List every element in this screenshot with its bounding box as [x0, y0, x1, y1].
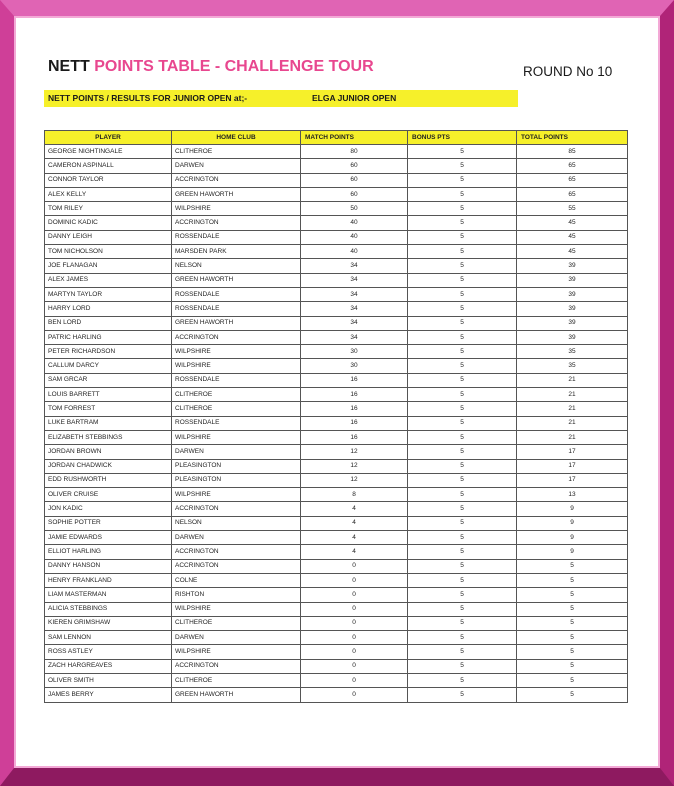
cell-match-points: 4	[301, 516, 408, 530]
cell-total-points: 85	[517, 145, 628, 159]
cell-home-club: ACCRINGTON	[172, 559, 301, 573]
table-row	[45, 488, 628, 502]
cell-player: JORDAN CHADWICK	[45, 459, 172, 473]
cell-match-points: 16	[301, 402, 408, 416]
cell-bonus-pts: 5	[408, 602, 517, 616]
cell-bonus-pts: 5	[408, 388, 517, 402]
table-row	[45, 359, 628, 373]
cell-player: ROSS ASTLEY	[45, 645, 172, 659]
cell-home-club: ACCRINGTON	[172, 659, 301, 673]
cell-home-club: GREEN HAWORTH	[172, 187, 301, 201]
cell-total-points: 65	[517, 187, 628, 201]
cell-match-points: 16	[301, 430, 408, 444]
cell-player: CALLUM DARCY	[45, 359, 172, 373]
cell-bonus-pts: 5	[408, 531, 517, 545]
cell-home-club: ACCRINGTON	[172, 216, 301, 230]
table-row	[45, 659, 628, 673]
cell-total-points: 5	[517, 659, 628, 673]
cell-home-club: ACCRINGTON	[172, 545, 301, 559]
cell-match-points: 34	[301, 259, 408, 273]
cell-total-points: 55	[517, 202, 628, 216]
cell-home-club: DARWEN	[172, 631, 301, 645]
table-row	[45, 602, 628, 616]
cell-player: JAMES BERRY	[45, 688, 172, 702]
cell-total-points: 39	[517, 273, 628, 287]
table-row	[45, 416, 628, 430]
cell-home-club: WILPSHIRE	[172, 202, 301, 216]
cell-player: ALEX JAMES	[45, 273, 172, 287]
cell-bonus-pts: 5	[408, 230, 517, 244]
cell-total-points: 5	[517, 559, 628, 573]
cell-home-club: ROSSENDALE	[172, 416, 301, 430]
table-row	[45, 673, 628, 687]
cell-total-points: 45	[517, 230, 628, 244]
cell-player: PATRIC HARLING	[45, 330, 172, 344]
table-body	[45, 145, 628, 703]
cell-total-points: 21	[517, 402, 628, 416]
cell-bonus-pts: 5	[408, 588, 517, 602]
cell-home-club: ACCRINGTON	[172, 502, 301, 516]
cell-match-points: 0	[301, 602, 408, 616]
cell-home-club: CLITHEROE	[172, 616, 301, 630]
cell-match-points: 60	[301, 173, 408, 187]
title-nett: NETT	[48, 58, 90, 75]
table-row	[45, 545, 628, 559]
cell-player: KIEREN GRIMSHAW	[45, 616, 172, 630]
cell-match-points: 34	[301, 302, 408, 316]
cell-home-club: WILPSHIRE	[172, 645, 301, 659]
cell-home-club: PLEASINGTON	[172, 459, 301, 473]
cell-match-points: 34	[301, 273, 408, 287]
cell-match-points: 12	[301, 473, 408, 487]
cell-home-club: ACCRINGTON	[172, 330, 301, 344]
cell-total-points: 39	[517, 259, 628, 273]
cell-total-points: 65	[517, 173, 628, 187]
cell-bonus-pts: 5	[408, 416, 517, 430]
cell-player: LOUIS BARRETT	[45, 388, 172, 402]
table-row	[45, 445, 628, 459]
cell-home-club: ROSSENDALE	[172, 302, 301, 316]
cell-player: TOM FORREST	[45, 402, 172, 416]
cell-home-club: PLEASINGTON	[172, 473, 301, 487]
cell-home-club: ROSSENDALE	[172, 230, 301, 244]
cell-match-points: 50	[301, 202, 408, 216]
cell-player: ELIZABETH STEBBINGS	[45, 430, 172, 444]
cell-bonus-pts: 5	[408, 502, 517, 516]
cell-player: SAM GRCAR	[45, 373, 172, 387]
cell-home-club: GREEN HAWORTH	[172, 316, 301, 330]
cell-bonus-pts: 5	[408, 273, 517, 287]
cell-bonus-pts: 5	[408, 430, 517, 444]
cell-player: ALICIA STEBBINGS	[45, 602, 172, 616]
cell-home-club: CLITHEROE	[172, 145, 301, 159]
cell-home-club: MARSDEN PARK	[172, 245, 301, 259]
cell-player: DANNY LEIGH	[45, 230, 172, 244]
cell-bonus-pts: 5	[408, 473, 517, 487]
table-row	[45, 573, 628, 587]
table-row	[45, 316, 628, 330]
cell-match-points: 80	[301, 145, 408, 159]
cell-total-points: 13	[517, 488, 628, 502]
cell-match-points: 8	[301, 488, 408, 502]
cell-total-points: 9	[517, 545, 628, 559]
cell-player: JAMIE EDWARDS	[45, 531, 172, 545]
table-row	[45, 173, 628, 187]
cell-bonus-pts: 5	[408, 316, 517, 330]
points-table	[44, 130, 628, 703]
cell-bonus-pts: 5	[408, 245, 517, 259]
table-row	[45, 645, 628, 659]
cell-player: HARRY LORD	[45, 302, 172, 316]
cell-total-points: 17	[517, 459, 628, 473]
cell-total-points: 5	[517, 688, 628, 702]
cell-bonus-pts: 5	[408, 645, 517, 659]
cell-match-points: 12	[301, 459, 408, 473]
cell-total-points: 5	[517, 616, 628, 630]
cell-match-points: 0	[301, 559, 408, 573]
table-row	[45, 631, 628, 645]
cell-player: EDD RUSHWORTH	[45, 473, 172, 487]
cell-bonus-pts: 5	[408, 688, 517, 702]
header-player: PLAYER	[45, 131, 172, 145]
cell-match-points: 0	[301, 688, 408, 702]
table-row	[45, 402, 628, 416]
page-title	[48, 58, 374, 76]
cell-total-points: 45	[517, 245, 628, 259]
table-row	[45, 559, 628, 573]
cell-home-club: RISHTON	[172, 588, 301, 602]
cell-home-club: DARWEN	[172, 531, 301, 545]
cell-total-points: 17	[517, 445, 628, 459]
cell-match-points: 34	[301, 287, 408, 301]
cell-bonus-pts: 5	[408, 345, 517, 359]
cell-match-points: 0	[301, 588, 408, 602]
cell-home-club: DARWEN	[172, 445, 301, 459]
cell-bonus-pts: 5	[408, 545, 517, 559]
cell-match-points: 30	[301, 345, 408, 359]
cell-bonus-pts: 5	[408, 187, 517, 201]
round-label: ROUND No 10	[523, 64, 613, 79]
cell-bonus-pts: 5	[408, 202, 517, 216]
cell-total-points: 21	[517, 430, 628, 444]
cell-player: OLIVER CRUISE	[45, 488, 172, 502]
table-row	[45, 588, 628, 602]
cell-total-points: 17	[517, 473, 628, 487]
cell-total-points: 9	[517, 531, 628, 545]
cell-player: MARTYN TAYLOR	[45, 287, 172, 301]
cell-player: GEORGE NIGHTINGALE	[45, 145, 172, 159]
cell-player: PETER RICHARDSON	[45, 345, 172, 359]
cell-bonus-pts: 5	[408, 173, 517, 187]
cell-bonus-pts: 5	[408, 445, 517, 459]
cell-bonus-pts: 5	[408, 616, 517, 630]
results-band	[44, 90, 518, 107]
cell-player: CONNOR TAYLOR	[45, 173, 172, 187]
cell-player: JOE FLANAGAN	[45, 259, 172, 273]
cell-total-points: 45	[517, 216, 628, 230]
cell-player: TOM RILEY	[45, 202, 172, 216]
table-row	[45, 345, 628, 359]
cell-match-points: 40	[301, 216, 408, 230]
title-points-table: POINTS TABLE - CHALLENGE TOUR	[94, 58, 374, 75]
cell-match-points: 0	[301, 631, 408, 645]
cell-bonus-pts: 5	[408, 559, 517, 573]
event-name: ELGA JUNIOR OPEN	[312, 93, 397, 103]
table-row	[45, 459, 628, 473]
table-row	[45, 388, 628, 402]
cell-total-points: 21	[517, 373, 628, 387]
cell-home-club: NELSON	[172, 259, 301, 273]
cell-bonus-pts: 5	[408, 573, 517, 587]
cell-player: HENRY FRANKLAND	[45, 573, 172, 587]
cell-bonus-pts: 5	[408, 159, 517, 173]
cell-bonus-pts: 5	[408, 216, 517, 230]
cell-total-points: 35	[517, 359, 628, 373]
cell-match-points: 12	[301, 445, 408, 459]
table-row	[45, 187, 628, 201]
header-home-club: HOME CLUB	[172, 131, 301, 145]
cell-player: BEN LORD	[45, 316, 172, 330]
cell-home-club: WILPSHIRE	[172, 345, 301, 359]
table-row	[45, 531, 628, 545]
cell-total-points: 35	[517, 345, 628, 359]
cell-total-points: 39	[517, 287, 628, 301]
cell-player: LUKE BARTRAM	[45, 416, 172, 430]
cell-bonus-pts: 5	[408, 359, 517, 373]
cell-player: JORDAN BROWN	[45, 445, 172, 459]
table-row	[45, 302, 628, 316]
cell-home-club: COLNE	[172, 573, 301, 587]
cell-total-points: 9	[517, 516, 628, 530]
table-row	[45, 245, 628, 259]
cell-match-points: 16	[301, 416, 408, 430]
cell-match-points: 34	[301, 330, 408, 344]
cell-bonus-pts: 5	[408, 330, 517, 344]
cell-home-club: ROSSENDALE	[172, 373, 301, 387]
table-row	[45, 516, 628, 530]
cell-home-club: WILPSHIRE	[172, 602, 301, 616]
cell-home-club: WILPSHIRE	[172, 430, 301, 444]
cell-match-points: 4	[301, 545, 408, 559]
cell-match-points: 60	[301, 159, 408, 173]
cell-player: TOM NICHOLSON	[45, 245, 172, 259]
cell-player: SOPHIE POTTER	[45, 516, 172, 530]
table-row	[45, 159, 628, 173]
table-header-row	[45, 131, 628, 145]
cell-bonus-pts: 5	[408, 459, 517, 473]
cell-match-points: 16	[301, 388, 408, 402]
cell-home-club: NELSON	[172, 516, 301, 530]
cell-player: LIAM MASTERMAN	[45, 588, 172, 602]
cell-match-points: 0	[301, 659, 408, 673]
cell-match-points: 4	[301, 502, 408, 516]
cell-home-club: WILPSHIRE	[172, 488, 301, 502]
cell-total-points: 65	[517, 159, 628, 173]
cell-bonus-pts: 5	[408, 631, 517, 645]
cell-bonus-pts: 5	[408, 516, 517, 530]
table-row	[45, 473, 628, 487]
cell-bonus-pts: 5	[408, 659, 517, 673]
cell-match-points: 16	[301, 373, 408, 387]
cell-match-points: 40	[301, 245, 408, 259]
table-row	[45, 202, 628, 216]
header-total-points: TOTAL POINTS	[517, 131, 628, 145]
cell-match-points: 0	[301, 673, 408, 687]
cell-total-points: 5	[517, 645, 628, 659]
cell-bonus-pts: 5	[408, 259, 517, 273]
cell-home-club: CLITHEROE	[172, 388, 301, 402]
cell-home-club: GREEN HAWORTH	[172, 688, 301, 702]
cell-bonus-pts: 5	[408, 287, 517, 301]
table-row	[45, 259, 628, 273]
cell-home-club: CLITHEROE	[172, 402, 301, 416]
table-row	[45, 373, 628, 387]
header-bonus-pts: BONUS PTS	[408, 131, 517, 145]
table-row	[45, 216, 628, 230]
table-row	[45, 688, 628, 702]
cell-bonus-pts: 5	[408, 302, 517, 316]
cell-player: ELLIOT HARLING	[45, 545, 172, 559]
cell-match-points: 4	[301, 531, 408, 545]
cell-player: ZACH HARGREAVES	[45, 659, 172, 673]
cell-player: DOMINIC KADIC	[45, 216, 172, 230]
cell-bonus-pts: 5	[408, 488, 517, 502]
cell-player: CAMERON ASPINALL	[45, 159, 172, 173]
cell-home-club: DARWEN	[172, 159, 301, 173]
cell-player: DANNY HANSON	[45, 559, 172, 573]
cell-bonus-pts: 5	[408, 145, 517, 159]
cell-total-points: 21	[517, 416, 628, 430]
cell-match-points: 60	[301, 187, 408, 201]
cell-total-points: 39	[517, 316, 628, 330]
cell-total-points: 5	[517, 673, 628, 687]
cell-player: OLIVER SMITH	[45, 673, 172, 687]
cell-player: ALEX KELLY	[45, 187, 172, 201]
cell-match-points: 0	[301, 573, 408, 587]
cell-match-points: 40	[301, 230, 408, 244]
cell-bonus-pts: 5	[408, 402, 517, 416]
cell-bonus-pts: 5	[408, 373, 517, 387]
cell-home-club: WILPSHIRE	[172, 359, 301, 373]
cell-home-club: CLITHEROE	[172, 673, 301, 687]
table-row	[45, 273, 628, 287]
table-row	[45, 616, 628, 630]
table-row	[45, 330, 628, 344]
table-row	[45, 230, 628, 244]
cell-total-points: 5	[517, 631, 628, 645]
cell-player: JON KADIC	[45, 502, 172, 516]
cell-total-points: 5	[517, 588, 628, 602]
cell-match-points: 0	[301, 645, 408, 659]
cell-match-points: 34	[301, 316, 408, 330]
table-row	[45, 430, 628, 444]
cell-home-club: GREEN HAWORTH	[172, 273, 301, 287]
cell-bonus-pts: 5	[408, 673, 517, 687]
results-subtitle: NETT POINTS / RESULTS FOR JUNIOR OPEN at;-	[48, 93, 248, 103]
cell-match-points: 0	[301, 616, 408, 630]
cell-total-points: 9	[517, 502, 628, 516]
document-sheet	[14, 16, 660, 768]
cell-player: SAM LENNON	[45, 631, 172, 645]
cell-match-points: 30	[301, 359, 408, 373]
cell-total-points: 5	[517, 602, 628, 616]
cell-total-points: 21	[517, 388, 628, 402]
table-row	[45, 502, 628, 516]
table-row	[45, 287, 628, 301]
table-row	[45, 145, 628, 159]
cell-home-club: ACCRINGTON	[172, 173, 301, 187]
cell-home-club: ROSSENDALE	[172, 287, 301, 301]
header-match-points: MATCH POINTS	[301, 131, 408, 145]
cell-total-points: 39	[517, 302, 628, 316]
cell-total-points: 39	[517, 330, 628, 344]
cell-total-points: 5	[517, 573, 628, 587]
